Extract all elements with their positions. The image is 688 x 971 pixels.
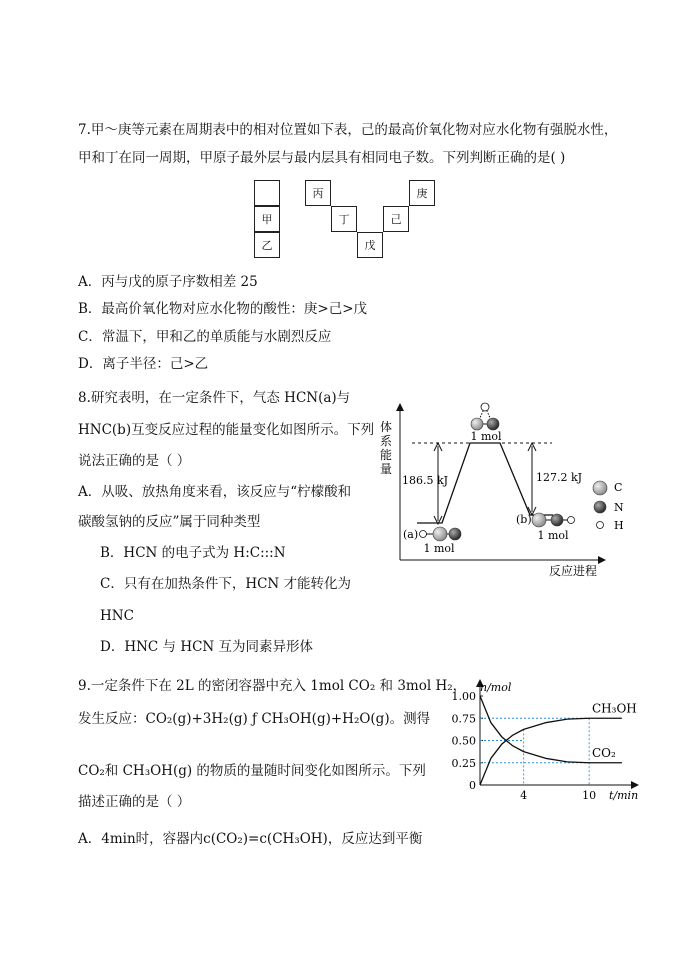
y-tick-label: 0.50 [451,734,476,748]
table-cell-geng: 庚 [409,180,435,206]
x-tick-label: 4 [520,789,528,802]
q7-option-d: D．离子半径：己>乙 [78,356,209,372]
energy-value-186: 186.5 kJ [402,474,449,487]
q9-stem-line4: 描述正确的是（ ） [78,794,191,810]
mol-a-label: 1 mol [423,542,455,555]
q8-option-d: D．HNC 与 HCN 互为同素异形体 [100,639,314,655]
y-tick-label: 0 [469,779,476,792]
table-cell-bing: 丙 [305,180,331,206]
c-atom-icon [471,418,483,430]
q7-option-b: B．最高价氧化物对应水化物的酸性：庚>己>戊 [78,301,368,317]
q8-option-a-line1: A．从吸、放热角度来看，该反应与“柠檬酸和 [78,484,352,500]
q7-stem-line1: 7.甲～庚等元素在周期表中的相对位置如下表，己的最高价氧化物对应水化物有强脱水性， [78,122,618,138]
q8-option-a-line2: 碳酸氢钠的反应”属于同种类型 [78,514,261,530]
q8-stem-line2: HNC(b)互变反应过程的能量变化如图所示。下列 [78,422,375,438]
q8-option-c-line1: C．只有在加热条件下，HCN 才能转化为 [100,576,352,592]
h-atom-icon [420,531,427,538]
series-label: CO₂ [592,745,616,760]
table-cell-ding: 丁 [331,206,357,232]
q7-stem-line2: 甲和丁在同一周期，甲原子最外层与最内层具有相同电子数。下列判断正确的是( ) [78,150,566,166]
h-atom-icon [481,403,489,411]
chart-ylabel: n/mol [480,681,512,694]
q9-stem-line3: CO₂和 CH₃OH(g) 的物质的量随时间变化如图所示。下列 [78,763,426,779]
y-tick-label: 0.75 [451,712,476,726]
n-atom-icon [449,528,461,540]
table-cell-jia: 甲 [254,206,280,232]
table-cell-wu: 戊 [357,232,383,258]
q9-stem-line2: 发生反应：CO₂(g)+3H₂(g) ƒ CH₃OH(g)+H₂O(g)。测得 [78,711,431,727]
table-cell-yi: 乙 [254,232,280,258]
c-atom-icon [433,527,447,541]
energy-diagram [370,395,640,580]
q9-stem-line1: 9.一定条件下在 2L 的密闭容器中充入 1mol CO₂ 和 3mol H₂， [78,678,467,694]
q8-stem-line1: 8.研究表明，在一定条件下，气态 HCN(a)与 [78,390,351,406]
q7-option-a: A．丙与戊的原子序数相差 25 [78,274,258,290]
legend-c-label: C [614,481,623,494]
h-atom-icon [568,517,575,524]
series-label: CH₃OH [592,701,637,716]
q7-option-c: C．常温下，甲和乙的单质能与水剧烈反应 [78,329,332,345]
q9-chart [440,676,650,808]
legend-n-label: N [614,501,624,514]
q9-option-a: A．4min时，容器内c(CO₂)=c(CH₃OH)，反应达到平衡 [78,831,423,847]
mol-top-label: 1 mol [470,430,502,443]
chart-xlabel: t/min [609,789,639,802]
y-tick-label: 1.00 [451,690,476,703]
n-atom-icon [487,418,499,430]
q8-stem-line3: 说法正确的是（ ） [78,453,191,469]
ylabel-char: 能 [379,448,393,462]
mol-b-label: 1 mol [537,529,569,542]
y-tick-label: 0.25 [451,756,476,770]
label-b: (b) [516,513,532,526]
c-atom-icon [532,513,546,527]
legend-h-label: H [614,519,624,532]
legend-n-icon [594,501,606,513]
x-tick-label: 10 [582,789,597,802]
table-cell-empty [254,180,280,206]
q8-option-c-line2: HNC [100,608,134,624]
label-a: (a) [403,528,419,541]
n-atom-icon [551,514,563,526]
ylabel-char: 体 [379,420,393,434]
ylabel-char: 量 [379,462,393,476]
legend-h-icon [597,522,604,529]
legend-c-icon [593,481,607,495]
energy-xlabel: 反应进程 [548,564,598,578]
q8-option-b: B．HCN 的电子式为 H:C:::N [100,545,286,561]
table-cell-ji: 己 [383,206,409,232]
ylabel-char: 系 [379,434,393,448]
energy-value-127: 127.2 kJ [536,471,583,484]
